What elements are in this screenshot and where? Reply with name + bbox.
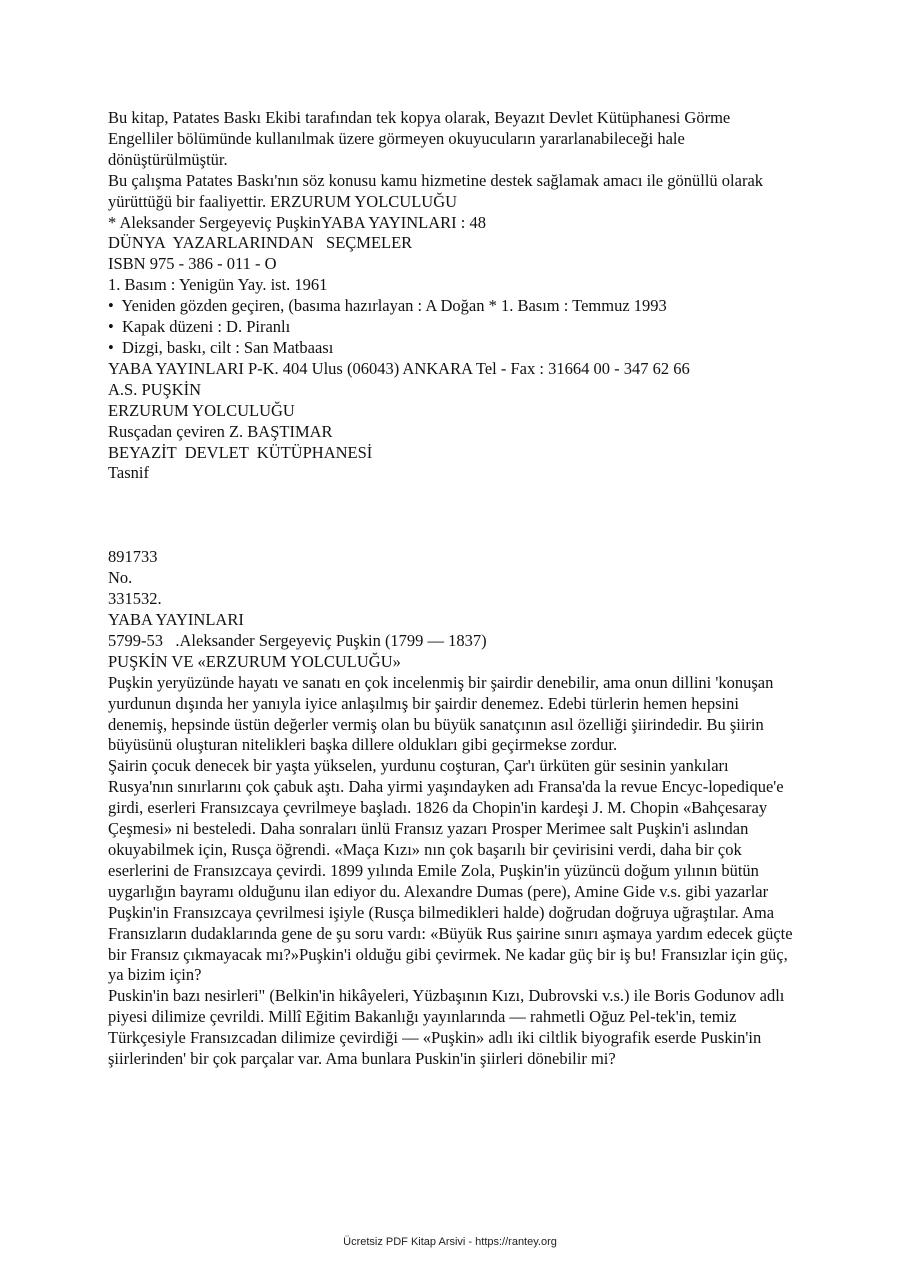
colophon-line: • Dizgi, baskı, cilt : San Matbaası — [108, 337, 334, 357]
body-text — [108, 673, 798, 1070]
catalog-line: YABA YAYINLARI — [108, 610, 244, 630]
colophon-line: • Kapak düzeni : D. Piranlı — [108, 317, 291, 337]
body-paragraph: Puskin'in bazı nesirleri" (Belkin'in hikâyeleri, Yüzbaşının Kızı, Dubrovski v.s.) ile Boris Godunov adlı piyesi dilimize çevrildi. Millî Eğitim Bakanlığı yayınlarında — rahmetli Oğuz Pel-tek'in, temiz Türkçesiyle Fransızcadan dilimize çevirdiği — «Puşkin» adlı iki ciltlik biyografik eserde Puskin'in şiirlerinden' bir çok parçalar var. Ama bunlara Puskin'in şiirleri dönebilir mi? — [108, 986, 789, 1069]
colophon-line: 1. Basım : Yenigün Yay. ist. 1961 — [108, 275, 328, 295]
catalog-line: 5799-53 .Aleksander Sergeyeviç Puşkin (1799 — 1837) — [108, 630, 487, 650]
colophon-line: Tasnif — [108, 463, 150, 483]
catalog-line: No. — [108, 568, 133, 588]
colophon-line: * Aleksander Sergeyeviç PuşkinYABA YAYINLARI : 48 — [108, 212, 486, 232]
page-footer: Ücretsiz PDF Kitap Arsivi - https://rantey.org — [343, 1236, 557, 1248]
colophon-line: YABA YAYINLARI P-K. 404 Ulus (06043) ANKARA Tel - Fax : 31664 00 - 347 62 66 — [108, 358, 690, 378]
colophon-line: ISBN 975 - 386 - 011 - O — [108, 254, 277, 274]
body-paragraph: Şairin çocuk denecek bir yaşta yükselen, yurdunu coşturan, Çar'ı ürküten gür sesinin yankıları Rusya'nın sınırlarını çok çabuk aştı. Daha yirmi yaşındayken adı Fransa'da la revue Encyc-lopedique'e girdi, eserleri Fransızcaya çevrilmeye başladı. 1826 da Chopin'in kardeşi J. M. Chopin «Bahçesaray Çeşmesi» ni besteledi. Daha sonraları ünlü Fransız yazarı Prosper Merimee salt Puşkin'i aslından okuyabilmek için, Rusça öğrendi. «Maça Kızı» nın çok başarılı bir çevirisini verdi, daha bir çok eserlerini de Fransızcaya çevirdi. 1899 yılında Emile Zola, Puşkin'in yüzüncü doğum yılının bütün uygarlığın bayramı olduğunu ilan ediyor du. Alexandre Dumas (pere), Amine Gide v.s. gibi yazarlar Puşkin'in Fransızcaya çevrilmesi işiyle (Rusça bilmedikleri halde) doğrudan doğruya uğraştılar. Ama Fransızların dudaklarında gene de şu soru vardı: «Büyük Rus şairine sınırı aşmaya yardım edecek güçte bir Fransız çıkmayacak mı?»Puşkin'i olduğu gibi çevirmek. Ne kadar güç bir iş bu! Fransızlar için güç, ya bizim için? — [108, 756, 797, 985]
colophon-line: • Yeniden gözden geçiren, (basıma hazırlayan : A Doğan * 1. Basım : Temmuz 1993 — [108, 296, 667, 316]
catalog-block — [108, 547, 798, 672]
catalog-line: 331532. — [108, 589, 162, 609]
section-heading: PUŞKİN VE «ERZURUM YOLCULUĞU» — [108, 651, 401, 671]
colophon — [108, 213, 798, 485]
intro-service: Bu çalışma Patates Baskı'nın söz konusu kamu hizmetine destek sağlamak amacı ile gönüllü olarak yürüttüğü bir faaliyettir. ERZURUM YOLCULUĞU — [108, 170, 768, 211]
colophon-line: ERZURUM YOLCULUĞU — [108, 400, 295, 420]
colophon-line: A.S. PUŞKİN — [108, 379, 202, 399]
intro-notice: Bu kitap, Patates Baskı Ekibi tarafından tek kopya olarak, Beyazıt Devlet Kütüphanesi Görme Engelliler bölümünde kullanılmak üzere görmeyen okuyucuların yararlanabileceği hale dönüştürülmüştür. — [108, 108, 735, 169]
colophon-line: Rusçadan çeviren Z. BAŞTIMAR — [108, 421, 333, 441]
colophon-line: DÜNYA YAZARLARINDAN SEÇMELER — [108, 233, 413, 253]
document-page — [108, 108, 798, 1070]
colophon-line: BEYAZİT DEVLET KÜTÜPHANESİ — [108, 442, 373, 462]
body-paragraph: Puşkin yeryüzünde hayatı ve sanatı en çok incelenmiş bir şairdir denebilir, ama onun dillini 'konuşan yurdunun dışında her yanıyla iyice anlaşılmış bir şairdir denemez. Edebi türlerin hemen hepsini denemiş, hepsinde üstün değerler vermiş olan bu büyük sanatçının asıl özelliği şiirindedir. Bu şiirin büyüsünü oluşturan nitelikleri başka dillere oldukları gibi geçirmekse zordur. — [108, 672, 778, 755]
catalog-line: 891733 — [108, 547, 158, 567]
blank-space — [108, 484, 798, 547]
